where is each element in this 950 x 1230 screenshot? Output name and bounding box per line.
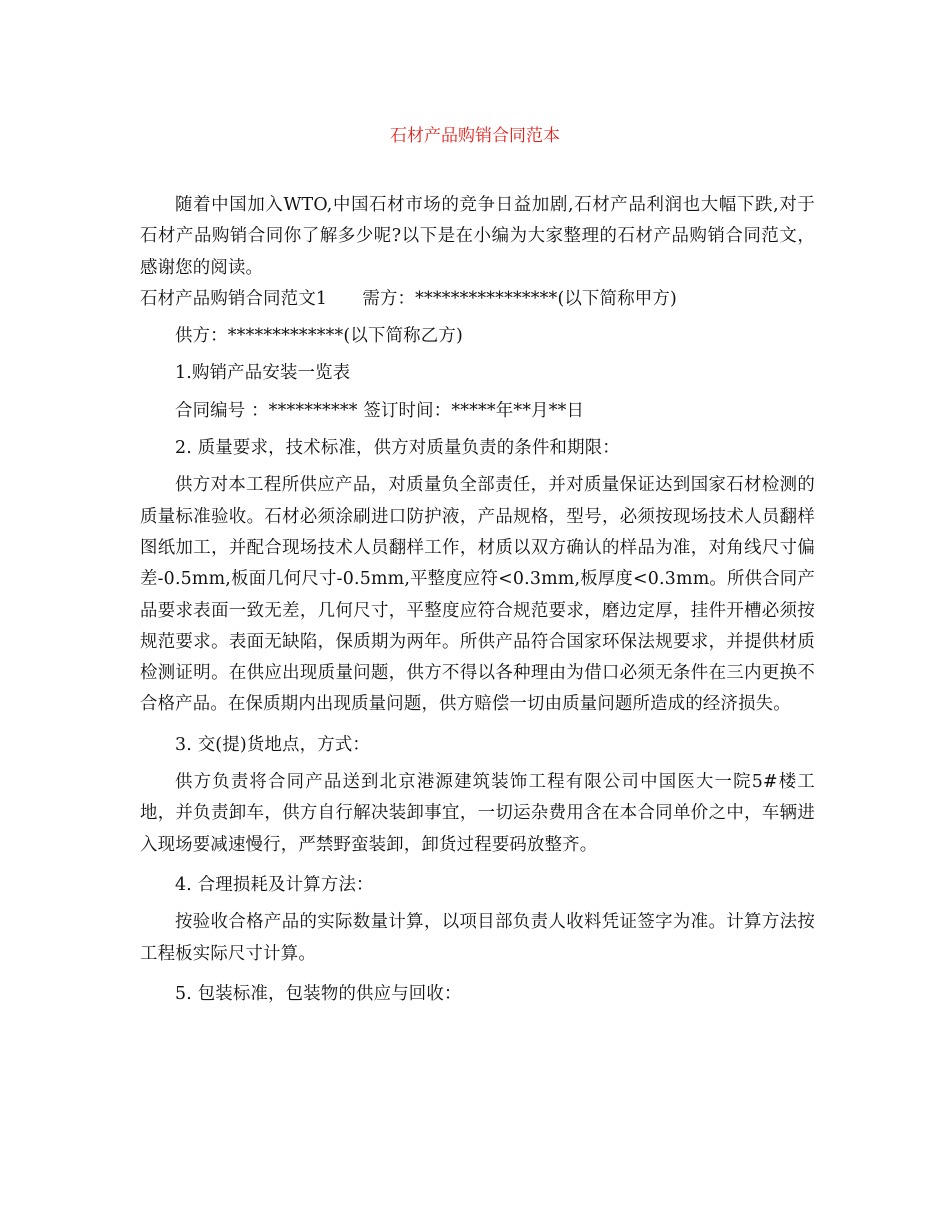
section-2-heading: 2. 质量要求，技术标准，供方对质量负责的条件和期限： (175, 438, 620, 459)
section-2-paragraph: 供方对本工程所供应产品，对质量负全部责任，并对质量保证达到国家石材检测的质量标准验收。石材必须涂刷进口防护液，产品规格，型号，必须按现场技术人员翻样图纸加工，并配合现场技术人员翻样工作，材质以双方确认的样品为准，对角线尺寸偏差-0.5mm,板面几何尺寸-0.5mm,平整度应符<0.3mm,板厚度<0.3mm。所供合同产品要求表面一致无差，几何尺寸，平整度应符合规范要求，磨边定厚，挂件开槽必须按规范要求。表面无缺陷，保质期为两年。所供产品符合国家环保法规要求，并提供材质检测证明。在供应出现质量问题，供方不得以各种理由为借口必须无条件在三内更换不合格产品。在保质期内出现质量问题，供方赔偿一切由质量问题所造成的经济损失。 (140, 475, 815, 715)
document-title: 石材产品购销合同范本 (390, 126, 560, 146)
contract-number-line: 合同编号 ：********** 签订时间：*****年**月**日 (175, 400, 585, 421)
section-3-heading: 3. 交(提)货地点，方式： (175, 734, 371, 755)
section-5-heading: 5. 包装标准，包装物的供应与回收： (175, 983, 462, 1004)
section-3-paragraph: 供方负责将合同产品送到北京港源建筑装饰工程有限公司中国医大一院5#楼工地，并负责卸车，供方自行解决装卸事宜，一切运杂费用含在本合同单价之中，车辆进入现场要减速慢行，严禁野蛮装卸，卸货过程要码放整齐。 (140, 772, 815, 855)
document-body (140, 190, 815, 1010)
section-1-heading: 1.购销产品安装一览表 (175, 363, 351, 384)
intro-paragraph: 随着中国加入WTO,中国石材市场的竞争日益加剧,石材产品利润也大幅下跌,对于石材产品购销合同你了解多少呢?以下是在小编为大家整理的石材产品购销合同范文，感谢您的阅读。 (140, 195, 815, 278)
section-4-paragraph: 按验收合格产品的实际数量计算，以项目部负责人收料凭证签字为准。计算方法按工程板实际尺寸计算。 (140, 912, 815, 964)
section-4-heading: 4. 合理损耗及计算方法： (175, 874, 374, 895)
supplier-line: 供方：*************(以下简称乙方) (175, 326, 463, 347)
contract-heading-line: 石材产品购销合同范文1 需方：****************(以下简称甲方) (140, 288, 677, 309)
